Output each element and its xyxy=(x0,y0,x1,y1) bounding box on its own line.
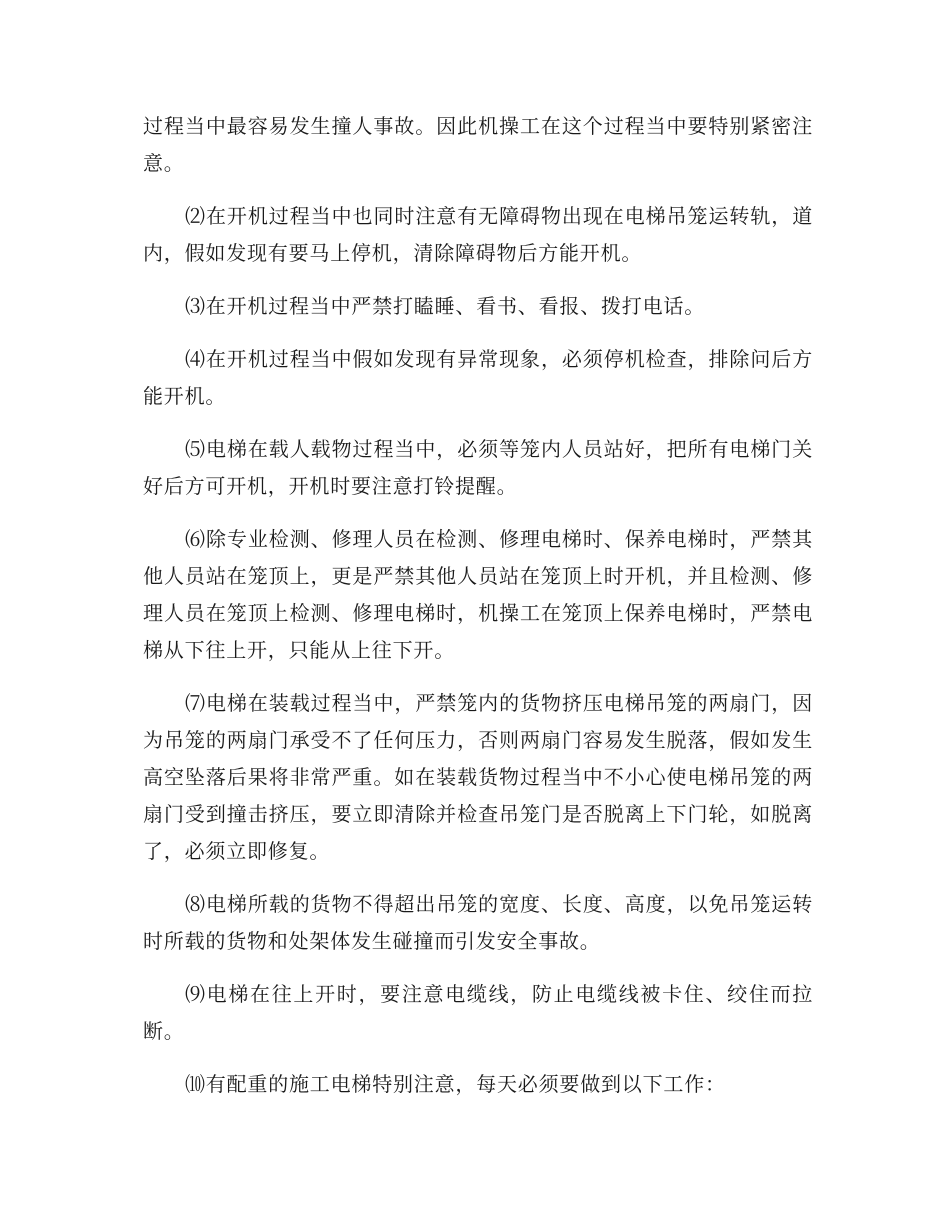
paragraph-item-9: ⑼电梯在往上开时，要注意电缆线，防止电缆线被卡住、绞住而拉断。 xyxy=(143,982,813,1043)
paragraph-item-2: ⑵在开机过程当中也同时注意有无障碍物出现在电梯吊笼运转轨，道内，假如发现有要马上停机，清除障碍物后方能开机。 xyxy=(143,204,813,265)
paragraph-item-7: ⑺电梯在装载过程当中，严禁笼内的货物挤压电梯吊笼的两扇门，因为吊笼的两扇门承受不了任何压力，否则两扇门容易发生脱落，假如发生高空坠落后果将非常严重。如在装载货物过程当中不小心使电梯吊笼的两扇门受到撞击挤压，要立即清除并检查吊笼门是否脱离上下门轮，如脱离了，必须立即修复。 xyxy=(143,691,813,863)
paragraph-item-6: ⑹除专业检测、修理人员在检测、修理电梯时、保养电梯时，严禁其他人员站在笼顶上，更是严禁其他人员站在笼顶上时开机，并且检测、修理人员在笼顶上检测、修理电梯时，机操工在笼顶上保养电梯时，严禁电梯从下往上开，只能从上往下开。 xyxy=(143,527,813,662)
paragraph-item-4: ⑷在开机过程当中假如发现有异常现象，必须停机检查，排除问后方能开机。 xyxy=(143,347,813,408)
paragraph-item-10: ⑽有配重的施工电梯特别注意，每天必须要做到以下工作： xyxy=(185,1072,726,1096)
document-body xyxy=(143,108,813,1103)
paragraph-item-3: ⑶在开机过程当中严禁打瞌睡、看书、看报、拨打电话。 xyxy=(185,294,705,318)
paragraph-item-5: ⑸电梯在载人载物过程当中，必须等笼内人员站好，把所有电梯门关好后方可开机，开机时要注意打铃提醒。 xyxy=(143,437,813,498)
paragraph-continuation: 过程当中最容易发生撞人事故。因此机操工在这个过程当中要特别紧密注意。 xyxy=(143,114,813,175)
paragraph-item-8: ⑻电梯所载的货物不得超出吊笼的宽度、长度、高度，以免吊笼运转时所载的货物和处架体发生碰撞而引发安全事故。 xyxy=(143,892,813,953)
